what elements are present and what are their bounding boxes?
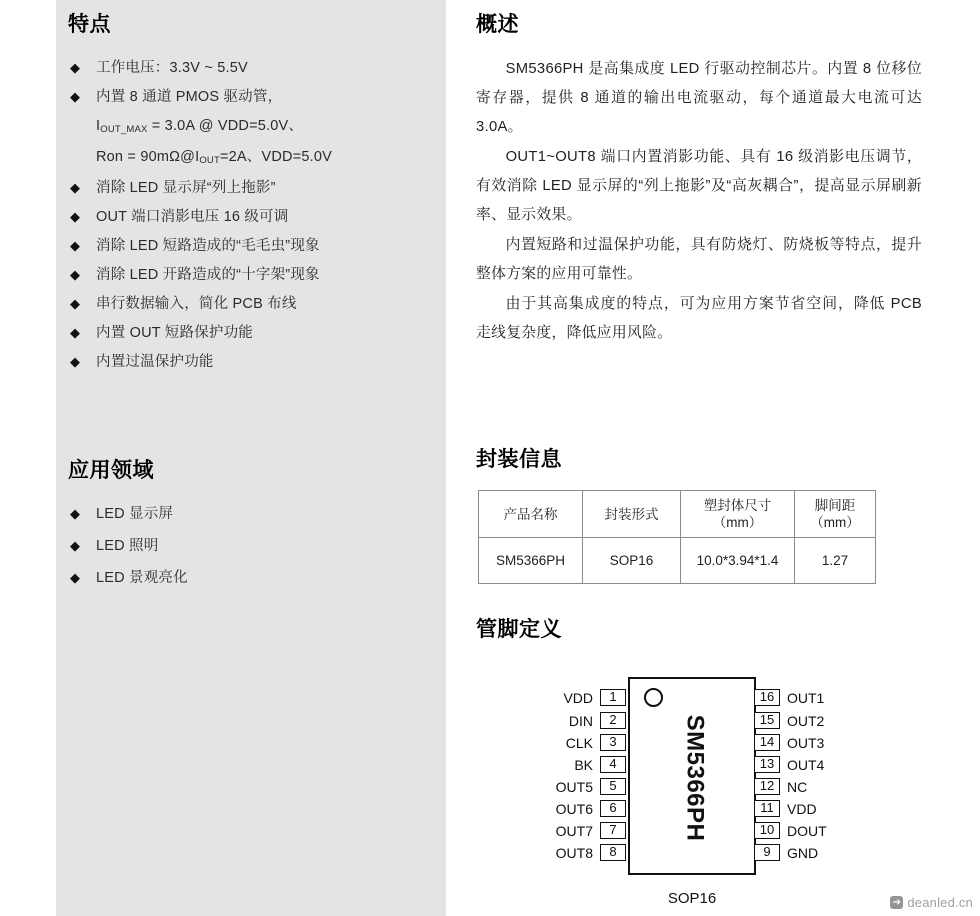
- feature-subline-prefix: I: [96, 118, 101, 134]
- bullet-diamond-icon: ◆: [70, 89, 80, 104]
- feature-item: [68, 87, 440, 107]
- pin-name: OUT1: [787, 689, 825, 706]
- pin-number: 10: [754, 822, 780, 839]
- chip-part-number: SM5366PH: [680, 714, 708, 842]
- pin-name: DOUT: [787, 822, 827, 839]
- bullet-diamond-icon: ◆: [70, 354, 80, 369]
- pin-name: VDD: [563, 689, 593, 706]
- pin-row-left: [556, 821, 626, 840]
- pin-row-left: [556, 843, 626, 862]
- table-header-row: [479, 491, 876, 538]
- pin-row-right: [754, 777, 807, 796]
- feature-label: 消除 LED 显示屏“列上拖影”: [96, 180, 276, 196]
- application-item: [68, 536, 440, 556]
- feature-item: [68, 207, 440, 227]
- pin-row-left: [569, 711, 626, 730]
- pin-row-right: [754, 755, 824, 774]
- pin-row-right: [754, 688, 824, 707]
- feature-item: [68, 352, 440, 372]
- feature-label: 内置过温保护功能: [96, 354, 214, 370]
- bullet-diamond-icon: ◆: [70, 506, 80, 521]
- table-row: [479, 538, 876, 584]
- pin-row-right: [754, 843, 818, 862]
- package-caption: SOP16: [667, 890, 717, 907]
- application-label: LED 景观亮化: [96, 570, 188, 586]
- pin-name: VDD: [787, 800, 817, 817]
- pin-row-left: [566, 733, 626, 752]
- pin-row-left: [563, 688, 626, 707]
- watermark-text: deanled.cn: [907, 895, 973, 910]
- feature-label: 工作电压：3.3V ~ 5.5V: [96, 60, 248, 76]
- pin-row-right: [754, 733, 824, 752]
- feature-item: [68, 265, 440, 285]
- overview-paragraph: OUT1~OUT8 端口内置消影功能、具有 16 级消影电压调节，有效消除 LED 显示屏的“列上拖影”及“高灰耦合”，提高显示屏刷新率、显示效果。: [476, 149, 922, 223]
- feature-subline-subscript: OUT: [199, 155, 220, 166]
- column-header-line1: 塑封体尺寸: [703, 498, 772, 513]
- pin-row-left: [556, 777, 626, 796]
- applications-list: [68, 504, 440, 600]
- pin-row-left: [574, 755, 626, 774]
- features-heading: 特点: [68, 11, 111, 36]
- column-header-form: [583, 491, 681, 538]
- overview-heading: 概述: [476, 11, 519, 36]
- feature-label: 消除 LED 短路造成的“毛毛虫”现象: [96, 238, 320, 254]
- feature-subline-prefix: Ron = 90mΩ@I: [96, 149, 200, 165]
- pin-number: 3: [600, 734, 626, 751]
- pin-name: OUT8: [555, 844, 593, 861]
- cell-product: SM5366PH: [479, 538, 583, 584]
- feature-label: OUT 端口消影电压 16 级可调: [96, 209, 289, 225]
- package-info-table: [478, 490, 876, 584]
- features-list: [68, 58, 440, 381]
- column-header-line1: 封装形式: [604, 506, 659, 522]
- application-item: [68, 568, 440, 588]
- application-label: LED 照明: [96, 538, 159, 554]
- application-item: [68, 504, 440, 524]
- bullet-diamond-icon: ◆: [70, 538, 80, 553]
- feature-label: 串行数据输入，简化 PCB 布线: [96, 296, 297, 312]
- column-header-pitch: [795, 491, 876, 538]
- feature-subline: [96, 147, 440, 169]
- overview-paragraph: 由于其高集成度的特点，可为应用方案节省空间，降低 PCB 走线复杂度，降低应用风险。: [476, 296, 922, 341]
- pin-number: 9: [754, 844, 780, 861]
- application-label: LED 显示屏: [96, 506, 174, 522]
- feature-subline: [96, 116, 440, 138]
- chip-body-outline: [628, 677, 756, 875]
- pin-name: NC: [787, 778, 808, 795]
- bullet-diamond-icon: ◆: [70, 238, 80, 253]
- feature-item: [68, 178, 440, 198]
- cell-pitch: 1.27: [795, 538, 876, 584]
- pin-number: 11: [754, 800, 780, 817]
- pin-name: DIN: [568, 712, 593, 729]
- feature-item: [68, 323, 440, 343]
- cell-form: SOP16: [583, 538, 681, 584]
- pin-number: 4: [600, 756, 626, 773]
- site-watermark: [890, 895, 973, 910]
- applications-heading: 应用领域: [68, 457, 154, 482]
- pin-number: 16: [754, 689, 780, 706]
- overview-paragraph: 内置短路和过温保护功能，具有防烧灯、防烧板等特点，提升整体方案的应用可靠性。: [476, 237, 922, 282]
- arrow-right-box-icon: ➔: [890, 896, 903, 909]
- feature-item: [68, 58, 440, 78]
- feature-item: [68, 294, 440, 314]
- pin-name: OUT3: [787, 734, 825, 751]
- bullet-diamond-icon: ◆: [70, 325, 80, 340]
- bullet-diamond-icon: ◆: [70, 267, 80, 282]
- column-header-product: [479, 491, 583, 538]
- overview-body: [476, 55, 922, 349]
- column-header-line2: （mm）: [810, 515, 860, 530]
- pin-number: 7: [600, 822, 626, 839]
- feature-label: 内置 8 通道 PMOS 驱动管，: [96, 89, 283, 105]
- bullet-diamond-icon: ◆: [70, 60, 80, 75]
- chip-part-label: [630, 679, 758, 877]
- package-info-heading: 封装信息: [476, 446, 562, 471]
- pin-name: OUT4: [787, 756, 825, 773]
- pin-name: OUT2: [787, 712, 825, 729]
- pin-number: 8: [600, 844, 626, 861]
- feature-subline-rest: =2A、VDD=5.0V: [219, 149, 332, 165]
- pin-row-right: [754, 799, 817, 818]
- pin-number: 1: [600, 689, 626, 706]
- pin-definition-diagram: [476, 672, 946, 912]
- bullet-diamond-icon: ◆: [70, 180, 80, 195]
- bullet-diamond-icon: ◆: [70, 296, 80, 311]
- feature-item: [68, 236, 440, 256]
- pin-number: 12: [754, 778, 780, 795]
- column-header-line1: 产品名称: [503, 506, 558, 522]
- feature-subline-rest: = 3.0A @ VDD=5.0V、: [147, 118, 304, 134]
- column-header-line2: （mm）: [712, 515, 763, 530]
- left-feature-panel: [56, 0, 446, 916]
- feature-label: 消除 LED 开路造成的“十字架”现象: [96, 267, 320, 283]
- overview-paragraph: SM5366PH 是高集成度 LED 行驱动控制芯片。内置 8 位移位寄存器，提供 8 通道的输出电流驱动，每个通道最大电流可达 3.0A。: [476, 61, 922, 135]
- pin-number: 5: [600, 778, 626, 795]
- pin-name: OUT7: [555, 822, 593, 839]
- pin-number: 15: [754, 712, 780, 729]
- pin-number: 6: [600, 800, 626, 817]
- pin-row-right: [754, 821, 827, 840]
- pin-definition-heading: 管脚定义: [476, 616, 562, 641]
- right-content-column: [476, 0, 946, 916]
- pin-name: OUT6: [555, 800, 593, 817]
- pin-row-left: [556, 799, 626, 818]
- pin-number: 14: [754, 734, 780, 751]
- pin-row-right: [754, 711, 824, 730]
- bullet-diamond-icon: ◆: [70, 209, 80, 224]
- cell-body-size: 10.0*3.94*1.4: [681, 538, 795, 584]
- pin-name: BK: [574, 756, 593, 773]
- feature-subline-subscript: OUT_MAX: [100, 124, 148, 135]
- column-header-body-size: [681, 491, 795, 538]
- pin-name: CLK: [565, 734, 593, 751]
- feature-label: 内置 OUT 短路保护功能: [96, 325, 254, 341]
- pin-name: OUT5: [555, 778, 593, 795]
- column-header-line1: 脚间距: [814, 498, 856, 513]
- pin-name: GND: [787, 844, 819, 861]
- pin-number: 2: [600, 712, 626, 729]
- bullet-diamond-icon: ◆: [70, 570, 80, 585]
- pin-number: 13: [754, 756, 780, 773]
